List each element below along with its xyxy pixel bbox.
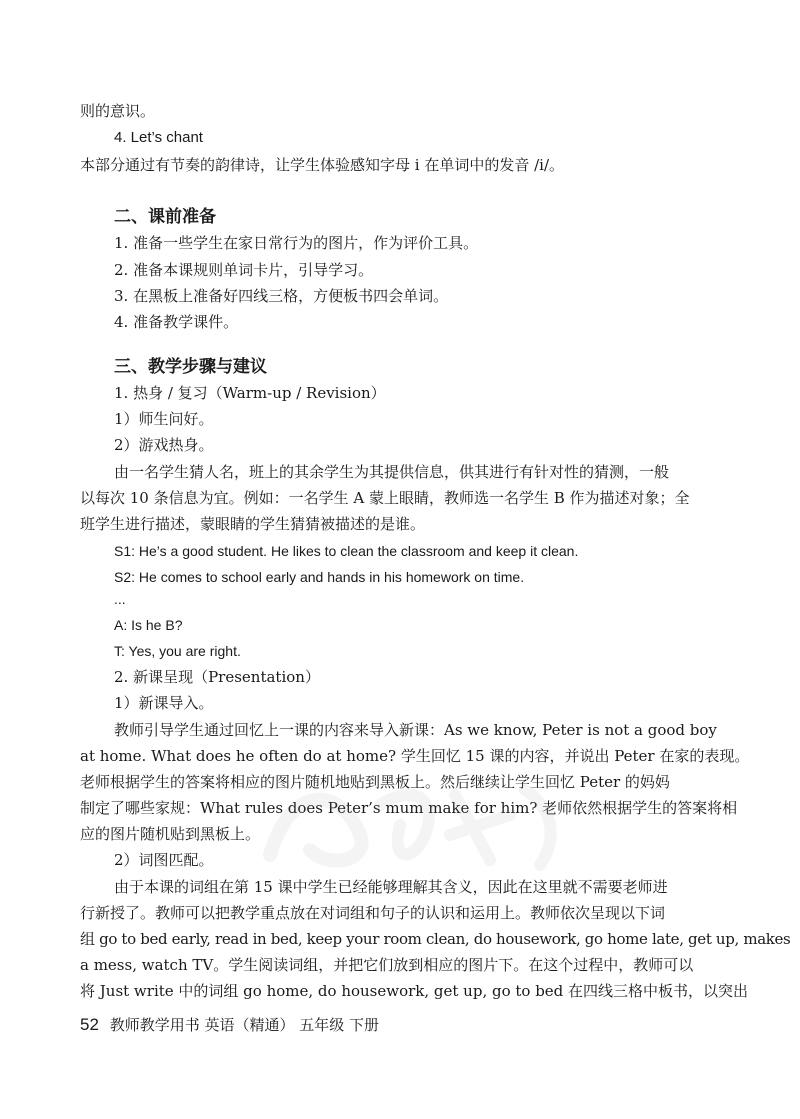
- list-item: 1）新课导入。: [114, 694, 214, 712]
- dialogue-line: S1: He’s a good student. He likes to clean the classroom and keep it clean.: [114, 543, 579, 559]
- section-item-title: 4. Let’s chant: [114, 129, 203, 146]
- document-page: [80, 0, 791, 1119]
- list-item: 1）师生问好。: [114, 410, 214, 428]
- paragraph-line: a mess, watch TV。学生阅读词组，并把它们放到相应的图片下。在这个过程中，教师可以: [80, 956, 694, 974]
- paragraph-line: 由一名学生猜人名，班上的其余学生为其提供信息，供其进行有针对性的猜测，一般: [114, 463, 670, 481]
- text-line: 本部分通过有节奏的韵律诗，让学生体验感知字母 i 在单词中的发音 /i/。: [80, 156, 565, 174]
- list-item: 1. 准备一些学生在家日常行为的图片，作为评价工具。: [114, 234, 479, 252]
- paragraph-line: 教师引导学生通过回忆上一课的内容来导入新课：As we know, Peter is not a good boy: [114, 721, 717, 739]
- dialogue-ellipsis: ...: [114, 591, 126, 607]
- page-footer: [80, 1014, 379, 1036]
- section-heading: 三、教学步骤与建议: [114, 357, 267, 377]
- section-heading: 二、课前准备: [114, 207, 216, 227]
- page-number: 52: [80, 1015, 99, 1034]
- subsection-title: 2. 新课呈现（Presentation）: [114, 668, 320, 686]
- book-title: 教师教学用书 英语（精通） 五年级 下册: [109, 1016, 380, 1034]
- paragraph-line: 老师根据学生的答案将相应的图片随机地贴到黑板上。然后继续让学生回忆 Peter 的妈妈: [80, 773, 670, 791]
- paragraph-line: 将 Just write 中的词组 go home, do housework, get up, go to bed 在四线三格中板书，以突出: [80, 982, 749, 1000]
- subsection-title: 1. 热身 / 复习（Warm-up / Revision）: [114, 384, 386, 402]
- dialogue-line: S2: He comes to school early and hands in his homework on time.: [114, 569, 525, 585]
- dialogue-line: A: Is he B?: [114, 617, 183, 633]
- list-item: 3. 在黑板上准备好四线三格，方便板书四会单词。: [114, 287, 449, 305]
- list-item: 2. 准备本课规则单词卡片，引导学习。: [114, 261, 374, 279]
- list-item: 4. 准备教学课件。: [114, 313, 239, 331]
- paragraph-line: 行新授了。教师可以把教学重点放在对词组和句子的认识和运用上。教师依次呈现以下词: [80, 904, 666, 922]
- paragraph-line: at home. What does he often do at home? 学生回忆 15 课的内容，并说出 Peter 在家的表现。: [80, 747, 750, 765]
- paragraph-line: 制定了哪些家规：What rules does Peter’s mum make for him? 老师依然根据学生的答案将相: [80, 799, 738, 817]
- paragraph-line: 应的图片随机贴到黑板上。: [80, 825, 261, 843]
- list-item: 2）游戏热身。: [114, 436, 214, 454]
- paragraph-line: 以每次 10 条信息为宜。例如：一名学生 A 蒙上眼睛，教师选一名学生 B 作为描述对象；全: [80, 489, 690, 507]
- text-line: 则的意识。: [80, 102, 156, 120]
- dialogue-line: T: Yes, you are right.: [114, 643, 241, 659]
- paragraph-line: 班学生进行描述，蒙眼睛的学生猜猜被描述的是谁。: [80, 515, 426, 533]
- list-item: 2）词图匹配。: [114, 851, 214, 869]
- paragraph-line: 由于本课的词组在第 15 课中学生已经能够理解其含义，因此在这里就不需要老师进: [114, 878, 668, 896]
- paragraph-line: 组 go to bed early, read in bed, keep your room clean, do housework, go home late, get up, makes: [80, 930, 791, 948]
